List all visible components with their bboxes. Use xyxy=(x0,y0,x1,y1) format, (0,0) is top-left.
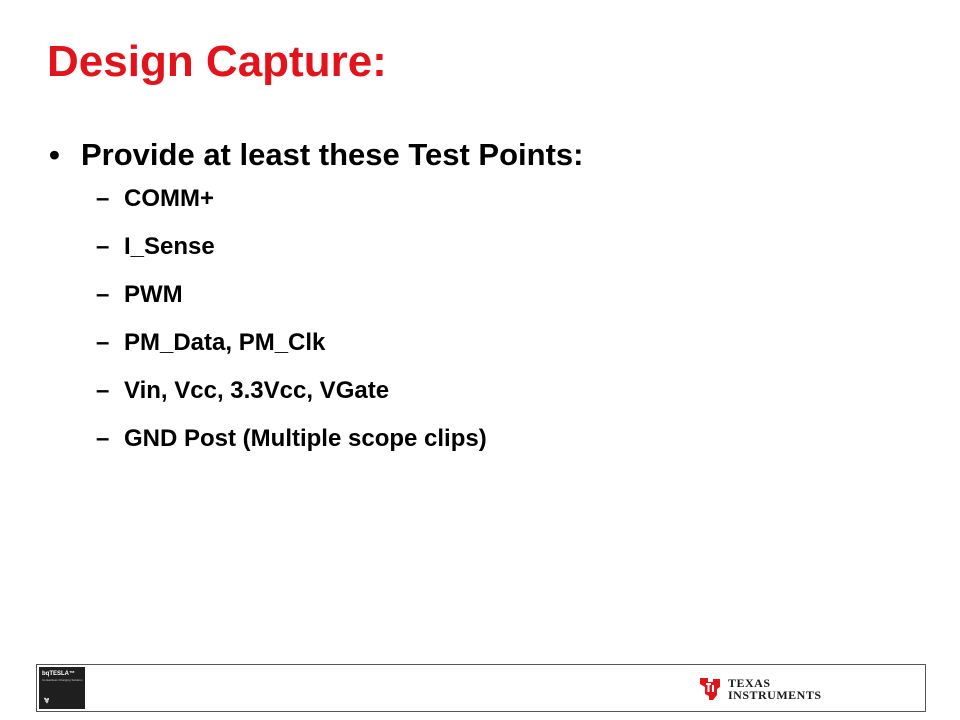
sub-item-text: I_Sense xyxy=(124,233,215,260)
ti-wordmark xyxy=(728,677,822,701)
main-bullet xyxy=(49,136,583,173)
sub-item-comm xyxy=(96,185,214,214)
sub-item-text: GND Post (Multiple scope clips) xyxy=(124,425,487,452)
sub-item-text: PM_Data, PM_Clk xyxy=(124,329,326,356)
bullet-marker: • xyxy=(49,137,60,172)
sub-item-marker: – xyxy=(96,185,110,212)
bqtesla-logo-tagline: Contactless Charging Solution xyxy=(42,677,83,682)
sub-item-marker: – xyxy=(96,281,110,308)
ti-wordmark-line2: INSTRUMENTS xyxy=(728,688,822,702)
sub-item-text: Vin, Vcc, 3.3Vcc, VGate xyxy=(124,377,390,404)
texas-instruments-logo xyxy=(697,675,837,703)
sub-item-marker: – xyxy=(96,233,110,260)
sub-item-marker: – xyxy=(96,377,110,404)
ti-wordmark-line1: TEXAS xyxy=(728,676,771,690)
sub-item-marker: – xyxy=(96,329,110,356)
sub-item-voltages xyxy=(96,377,389,406)
ti-mark-icon xyxy=(42,697,51,704)
sub-item-pm-data xyxy=(96,329,325,358)
bqtesla-logo-name: bqTESLA™ xyxy=(42,671,75,677)
sub-item-isense xyxy=(96,233,215,262)
ti-mark-icon xyxy=(697,675,723,703)
slide-title: Design Capture: xyxy=(47,37,387,86)
sub-item-text: PWM xyxy=(124,281,183,308)
bullet-list xyxy=(0,136,960,466)
sub-item-pwm xyxy=(96,281,183,310)
bqtesla-logo xyxy=(39,667,85,709)
sub-item-gnd-post xyxy=(96,425,487,454)
footer-bar xyxy=(36,664,926,712)
sub-item-marker: – xyxy=(96,425,110,452)
sub-item-text: COMM+ xyxy=(124,185,214,212)
main-bullet-text: Provide at least these Test Points: xyxy=(81,137,584,172)
